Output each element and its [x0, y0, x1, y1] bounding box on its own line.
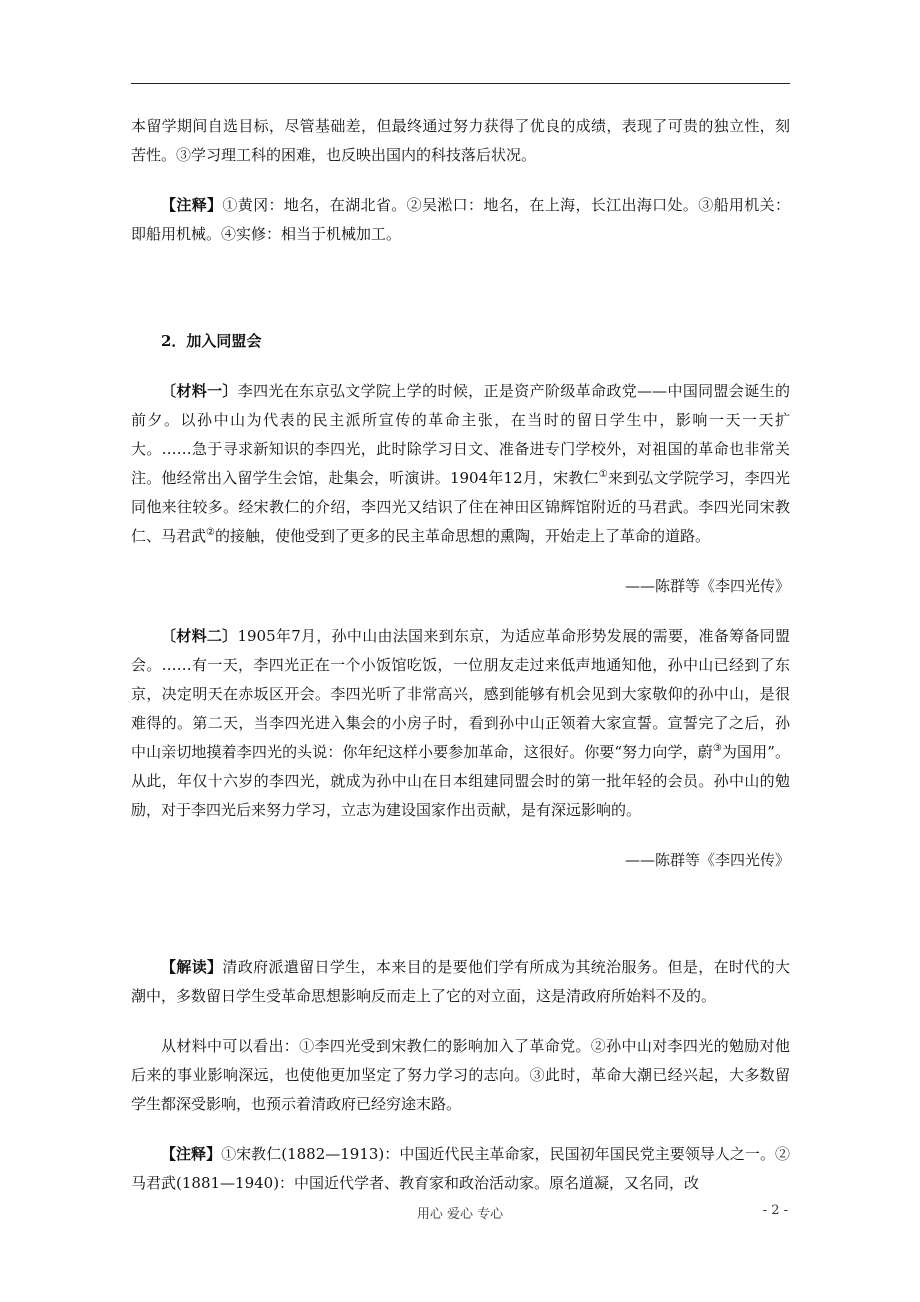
material-one-text-a: 李四光在东京弘文学院上学的时候，正是资产阶级革命政党——中国同盟会诞生的前夕。以孙中山为代表的民主派所宣传的革命主张，在当时的留日学生中，影响一天一天扩大。……急于寻求新知识的李四光，此时除学习日文、准备进专门学校外，对祖国的革命也非常关注。他经常出入留学生会馆，赴集会，听演讲。1904年12月，宋教仁 [131, 382, 790, 487]
document-body [131, 112, 790, 1198]
interpretation-text: 清政府派遣留日学生，本来目的是要他们学有所成为其统治服务。但是，在时代的大潮中，多数留日学生受革命思想影响反而走上了它的对立面，这是清政府所始料不及的。 [131, 958, 790, 1005]
material-one-text-b: 来到弘文学院学习，李四光同他来往较多。经宋教仁的介绍，李四光又结识了住在神田区锦辉馆附近的马君武。李四光同宋教仁、马君武 [131, 469, 790, 545]
note-text: ①黄冈：地名，在湖北省。②吴淞口：地名，在上海，长江出海口处。③船用机关：即船用机械。④实修：相当于机械加工。 [131, 196, 790, 243]
footnote-marker-2: ② [206, 527, 215, 538]
material-one-paragraph [131, 377, 790, 551]
note-paragraph-1 [131, 191, 790, 249]
material-two-text-a: 1905年7月，孙中山由法国来到东京，为适应革命形势发展的需要，准备筹备同盟会。……有一天，李四光正在一个小饭馆吃饭，一位朋友走过来低声地通知他，孙中山已经到了东京，决定明天在赤坂区开会。李四光听了非常高兴，感到能够有机会见到大家敬仰的孙中山，是很难得的。第二天，当李四光进入集会的小房子时，看到孙中山正领着大家宣誓。宣誓完了之后，孙中山亲切地摸着李四光的头说：你年纪这样小要参加革命，这很好。你要“努力向学，蔚 [131, 627, 790, 761]
header-rule [131, 83, 790, 84]
material-two-text-b: 为国用”。从此，年仅十六岁的李四光，就成为孙中山在日本组建同盟会时的第一批年轻的会员。孙中山的勉励，对于李四光后来努力学习，立志为建设国家作出贡献，是有深远影响的。 [131, 743, 791, 819]
material-one-label: 〔材料一〕 [161, 382, 238, 400]
page-number: - 2 - [762, 1203, 788, 1218]
intro-paragraph: 本留学期间自选目标，尽管基础差，但最终通过努力获得了优良的成绩，表现了可贵的独立性，刻苦性。③学习理工科的困难，也反映出国内的科技落后状况。 [131, 117, 790, 164]
analysis-paragraph: 从材料中可以看出：①李四光受到宋教仁的影响加入了革命党。②孙中山对李四光的勉励对他后来的事业影响深远，也使他更加坚定了努力学习的志向。③此时，革命大潮已经兴起，大多数留学生都深受影响，也预示着清政府已经穷途末路。 [131, 1037, 790, 1113]
material-two-source: ——陈群等《李四光传》 [624, 851, 790, 869]
note-label: 【注释】 [161, 196, 223, 214]
material-two-label: 〔材料二〕 [161, 627, 238, 645]
interpretation-label: 【解读】 [161, 958, 223, 976]
footnote-marker-1: ① [598, 469, 608, 480]
note-paragraph-2 [131, 1140, 790, 1198]
footer-motto: 用心 爱心 专心 [416, 1207, 504, 1222]
footnote-marker-3: ③ [712, 743, 722, 754]
material-one-text-c: 的接触，使他受到了更多的民主革命思想的熏陶，开始走上了革命的道路。 [214, 527, 710, 545]
material-one-source: ——陈群等《李四光传》 [624, 577, 790, 595]
note-text: ①宋教仁(1882—1913)：中国近代民主革命家，民国初年国民党主要领导人之一。②马君武(1881—1940)：中国近代学者、教育家和政治活动家。原名道凝，又名同，改 [131, 1145, 790, 1192]
note-label: 【注释】 [161, 1145, 222, 1163]
section-title: 2．加入同盟会 [161, 332, 262, 350]
material-two-paragraph [131, 622, 790, 825]
interpretation-paragraph [131, 953, 790, 1011]
